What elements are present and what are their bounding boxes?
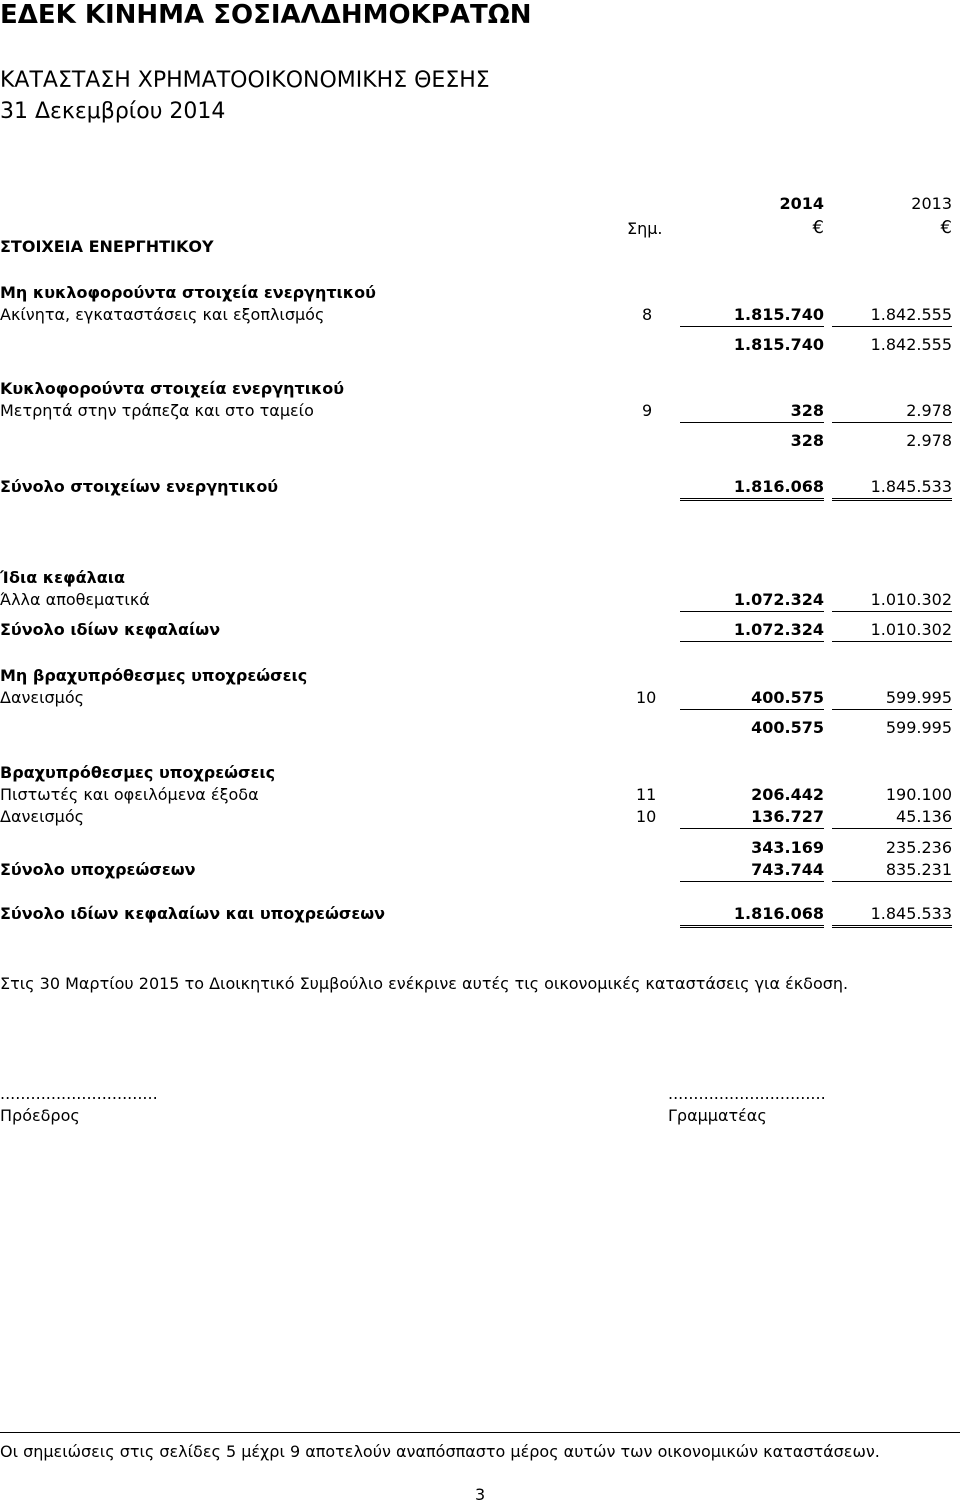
current-assets-heading: Κυκλοφορούντα στοιχεία ενεργητικού bbox=[0, 379, 345, 398]
total-equity-liabilities-2014: 1.816.068 bbox=[680, 906, 824, 928]
current-assets-total-2014: 328 bbox=[790, 431, 824, 450]
column-year-2014: 2014 bbox=[779, 194, 824, 213]
currency-2014: € bbox=[812, 217, 824, 238]
cash-2014: 328 bbox=[680, 403, 824, 423]
payables-2013: 190.100 bbox=[885, 785, 952, 804]
current-liabilities-total-2013: 235.236 bbox=[885, 838, 952, 857]
ppe-2013: 1.842.555 bbox=[832, 307, 952, 327]
noncurrent-assets-heading: Μη κυκλοφορούντα στοιχεία ενεργητικού bbox=[0, 283, 376, 302]
noncurrent-liabilities-total-2013: 599.995 bbox=[885, 718, 952, 737]
reserves-label: Άλλα αποθεματικά bbox=[0, 590, 150, 609]
footer-note: Οι σημειώσεις στις σελίδες 5 μέχρι 9 αποτελούν αναπόσπαστο μέρος αυτών των οικονομικών καταστάσεων. bbox=[0, 1442, 880, 1461]
cash-label: Μετρητά στην τράπεζα και στο ταμείο bbox=[0, 401, 314, 420]
reserves-2013: 1.010.302 bbox=[832, 592, 952, 612]
current-borrowing-2014: 136.727 bbox=[680, 809, 824, 829]
noncurrent-liabilities-heading: Μη βραχυπρόθεσμες υποχρεώσεις bbox=[0, 666, 308, 685]
ppe-label: Ακίνητα, εγκαταστάσεις και εξοπλισμός bbox=[0, 305, 325, 324]
noncurrent-borrowing-2013: 599.995 bbox=[832, 690, 952, 710]
total-assets-label: Σύνολο στοιχείων ενεργητικού bbox=[0, 477, 279, 496]
noncurrent-borrowing-label: Δανεισμός bbox=[0, 688, 84, 707]
total-assets-2014: 1.816.068 bbox=[680, 479, 824, 501]
payables-note: 11 bbox=[636, 785, 657, 804]
current-liabilities-heading: Βραχυπρόθεσμες υποχρεώσεις bbox=[0, 763, 276, 782]
cash-2013: 2.978 bbox=[832, 403, 952, 423]
secretary-title: Γραμματέας bbox=[668, 1106, 767, 1125]
column-note: Σημ. bbox=[627, 219, 663, 238]
current-borrowing-label: Δανεισμός bbox=[0, 807, 84, 826]
total-equity-liabilities-label: Σύνολο ιδίων κεφαλαίων και υποχρεώσεων bbox=[0, 904, 386, 923]
chairman-signature-line: ............................... bbox=[0, 1084, 158, 1103]
assets-heading: ΣΤΟΙΧΕΙΑ ΕΝΕΡΓΗΤΙΚΟΥ bbox=[0, 237, 214, 256]
total-liabilities-2014: 743.744 bbox=[680, 862, 824, 882]
total-equity-2014: 1.072.324 bbox=[680, 622, 824, 642]
organization-name: ΕΔΕΚ ΚΙΝΗΜΑ ΣΟΣΙΑΛΔΗΜΟΚΡΑΤΩΝ bbox=[0, 0, 532, 30]
total-equity-liabilities-2013: 1.845.533 bbox=[832, 906, 952, 928]
noncurrent-borrowing-note: 10 bbox=[636, 688, 657, 707]
approval-statement: Στις 30 Μαρτίου 2015 το Διοικητικό Συμβούλιο ενέκρινε αυτές τις οικονομικές καταστάσεις για έκδοση. bbox=[0, 974, 849, 993]
ppe-2014: 1.815.740 bbox=[680, 307, 824, 327]
total-equity-label: Σύνολο ιδίων κεφαλαίων bbox=[0, 620, 221, 639]
noncurrent-borrowing-2014: 400.575 bbox=[680, 690, 824, 710]
current-borrowing-2013: 45.136 bbox=[832, 809, 952, 829]
total-liabilities-2013: 835.231 bbox=[832, 862, 952, 882]
payables-2014: 206.442 bbox=[751, 785, 824, 804]
page-number: 3 bbox=[475, 1485, 486, 1504]
ppe-note: 8 bbox=[642, 305, 653, 324]
current-assets-total-2013: 2.978 bbox=[906, 431, 952, 450]
currency-2013: € bbox=[940, 217, 952, 238]
statement-date: 31 Δεκεμβρίου 2014 bbox=[0, 99, 226, 124]
payables-label: Πιστωτές και οφειλόμενα έξοδα bbox=[0, 785, 259, 804]
noncurrent-liabilities-total-2014: 400.575 bbox=[751, 718, 824, 737]
chairman-title: Πρόεδρος bbox=[0, 1106, 80, 1125]
total-assets-2013: 1.845.533 bbox=[832, 479, 952, 501]
reserves-2014: 1.072.324 bbox=[680, 592, 824, 612]
statement-title: ΚΑΤΑΣΤΑΣΗ ΧΡΗΜΑΤΟΟΙΚΟΝΟΜΙΚΗΣ ΘΕΣΗΣ bbox=[0, 68, 490, 93]
noncurrent-assets-total-2013: 1.842.555 bbox=[870, 335, 952, 354]
secretary-signature-line: ............................... bbox=[668, 1084, 826, 1103]
total-liabilities-label: Σύνολο υποχρεώσεων bbox=[0, 860, 196, 879]
equity-heading: Ίδια κεφάλαια bbox=[0, 568, 125, 587]
column-year-2013: 2013 bbox=[911, 194, 952, 213]
total-equity-2013: 1.010.302 bbox=[832, 622, 952, 642]
noncurrent-assets-total-2014: 1.815.740 bbox=[733, 335, 824, 354]
current-liabilities-total-2014: 343.169 bbox=[751, 838, 824, 857]
footer-divider bbox=[0, 1432, 960, 1433]
current-borrowing-note: 10 bbox=[636, 807, 657, 826]
cash-note: 9 bbox=[642, 401, 653, 420]
